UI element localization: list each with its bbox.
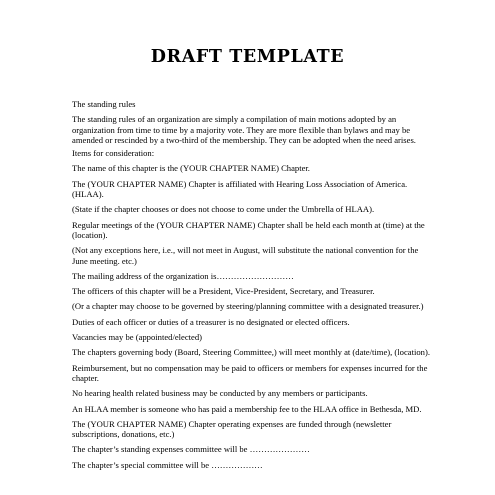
paragraph-business-restriction: No hearing health related business may be conducted by any members or participants. [72,388,368,399]
paragraph-standing-expenses-committee: The chapter’s standing expenses committee will be ………………… [72,444,310,455]
paragraph-officer-duties: Duties of each officer or duties of a treasurer is no designated or elected officers. [72,316,350,327]
paragraph-hlaa-member: An HLAA member is someone who has paid a membership fee to the HLAA office in Bethesda, MD. [72,403,422,414]
paragraph-meeting-exceptions: (Not any exceptions here, i.e., will not meet in August, will substitute the national convention for the June meeting. etc.) [72,245,419,266]
paragraph-special-committee: The chapter’s special committee will be ……………… [72,459,263,470]
document-title: DRAFT TEMPLATE [150,47,345,67]
paragraph-items-heading: Items for consideration: [72,148,155,159]
paragraph-vacancies: Vacancies may be (appointed/elected) [72,332,203,343]
paragraph-regular-meetings: Regular meetings of the (YOUR CHAPTER NAME) Chapter shall be held each month at (time) at the (location). [72,219,425,240]
paragraph-affiliation: The (YOUR CHAPTER NAME) Chapter is affiliated with Hearing Loss Association of America. (HLAA). [72,178,408,200]
paragraph-governing-body: The chapters governing body (Board, Steering Committee,) will meet monthly at (date/time), (location). [72,347,430,358]
paragraph-operating-expenses: The (YOUR CHAPTER NAME) Chapter operating expenses are funded through (newsletter subscriptions, donations, etc.) [72,418,392,440]
document-body [72,99,430,475]
paragraph-reimbursement: Reimbursement, but no compensation may be paid to officers or members for expenses incurred for the chapter. [72,362,428,383]
paragraph-steering-committee: (Or a chapter may choose to be governed by steering/planning committee with a designated treasurer.) [72,301,424,312]
paragraph-chapter-name: The name of this chapter is the (YOUR CHAPTER NAME) Chapter. [72,163,310,174]
paragraph-umbrella: (State if the chapter chooses or does not choose to come under the Umbrella of HLAA). [72,204,375,215]
paragraph-standing-rules-heading: The standing rules [72,99,136,109]
paragraph-officers: The officers of this chapter will be a President, Vice-President, Secretary, and Treasurer. [72,286,375,297]
paragraph-mailing-address: The mailing address of the organization is……………………… [72,270,294,281]
paragraph-standing-rules-definition: The standing rules of an organization are simply a compilation of main motions adopted by an organization from time to time by a majority vote. They are more flexible than bylaws and may be amended or rescinded by a two-third of the membership. They can be adopted when the need arises. [72,114,416,145]
